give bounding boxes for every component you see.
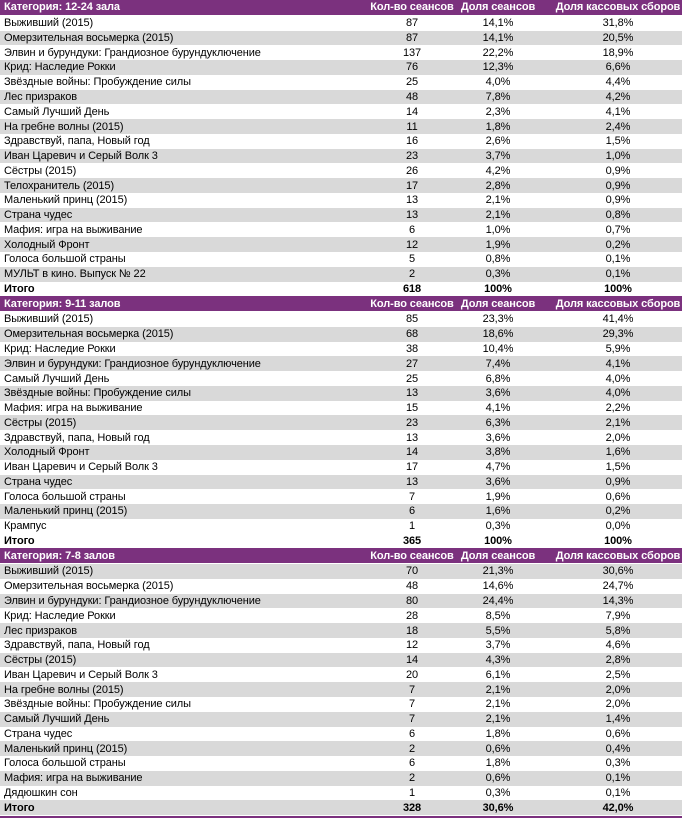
boxoffice-share-cell: 5,8% [605, 624, 631, 637]
movie-title-cell: Здравствуй, папа, Новый год [4, 135, 150, 148]
boxoffice-share-cell: 4,0% [605, 372, 631, 385]
sessions-share-cell: 0,3% [485, 520, 511, 533]
sessions-cell: 25 [405, 372, 419, 385]
boxoffice-share-cell: 2,1% [605, 416, 631, 429]
sessions-share-cell: 2,1% [485, 713, 511, 726]
category-header-row [0, 548, 682, 564]
boxoffice-share-cell: 0,9% [605, 179, 631, 192]
movie-title-cell: Крид: Наследие Рокки [4, 609, 116, 622]
boxoffice-share-cell: 4,0% [605, 387, 631, 400]
boxoffice-share-cell: 6,6% [605, 61, 631, 74]
table-row [0, 252, 682, 267]
sessions-share-cell: 14,1% [482, 17, 514, 30]
sessions-share-cell: 0,3% [485, 268, 511, 281]
sessions-share-cell: 0,6% [485, 742, 511, 755]
sessions-share-cell: 0,3% [485, 786, 511, 799]
sessions-share-cell: 3,8% [485, 446, 511, 459]
total-label: Итого [4, 282, 35, 295]
movie-title-cell: Лес призраков [4, 624, 77, 637]
boxoffice-share-cell: 41,4% [602, 313, 634, 326]
sessions-cell: 70 [405, 565, 419, 578]
total-sessions-share-cell: 30,6% [482, 801, 514, 814]
movie-title-cell: Сёстры (2015) [4, 164, 77, 177]
sessions-cell: 68 [405, 328, 419, 341]
table-row [0, 667, 682, 682]
table-row [0, 519, 682, 534]
boxoffice-share-cell: 1,6% [605, 446, 631, 459]
table-row [0, 727, 682, 742]
total-row [0, 282, 682, 297]
sessions-share-cell: 2,1% [485, 683, 511, 696]
sessions-cell: 13 [405, 475, 419, 488]
sessions-col-header: Кол-во сеансов [370, 1, 454, 14]
sessions-cell: 20 [405, 668, 419, 681]
boxoffice-share-cell: 0,9% [605, 194, 631, 207]
boxoffice-share-cell: 4,4% [605, 76, 631, 89]
sessions-cell: 1 [408, 786, 416, 799]
boxoffice-share-cell: 0,1% [605, 786, 631, 799]
sessions-cell: 48 [405, 580, 419, 593]
movie-title-cell: Крампус [4, 520, 47, 533]
sessions-cell: 23 [405, 150, 419, 163]
boxoffice-share-cell: 4,1% [605, 357, 631, 370]
movie-title-cell: Иван Царевич и Серый Волк 3 [4, 668, 158, 681]
table-row [0, 31, 682, 46]
table-row [0, 222, 682, 237]
sessions-cell: 2 [408, 268, 416, 281]
boxoffice-share-cell: 2,2% [605, 402, 631, 415]
boxoffice-share-cell: 0,1% [605, 268, 631, 281]
sessions-cell: 7 [408, 490, 416, 503]
sessions-cell: 80 [405, 595, 419, 607]
movie-title-cell: Страна чудес [4, 475, 73, 488]
movie-title-cell: Элвин и бурундуки: Грандиозное бурундуключение [4, 46, 261, 59]
movie-title-cell: Маленький принц (2015) [4, 742, 128, 755]
sessions-share-cell: 1,6% [485, 505, 511, 518]
sessions-cell: 11 [406, 120, 418, 133]
category-title: Категория: 12-24 зала [4, 1, 120, 14]
movie-title-cell: Выживший (2015) [4, 313, 94, 326]
table-row [0, 682, 682, 697]
movie-title-cell: На гребне волны (2015) [4, 683, 124, 696]
sessions-share-cell: 1,8% [485, 727, 511, 740]
table-row [0, 163, 682, 178]
sessions-cell: 12 [405, 238, 419, 251]
movie-title-cell: Здравствуй, папа, Новый год [4, 431, 150, 444]
movie-title-cell: Элвин и бурундуки: Грандиозное бурундуключение [4, 357, 261, 370]
boxoffice-share-cell: 18,9% [602, 46, 634, 59]
sessions-share-cell: 10,4% [482, 342, 514, 355]
movie-title-cell: Самый Лучший День [4, 713, 110, 726]
table-row [0, 401, 682, 416]
table-row [0, 60, 682, 75]
movie-title-cell: Звёздные войны: Пробуждение силы [4, 698, 191, 711]
total-boxoffice-share-cell: 100% [604, 282, 632, 295]
movie-title-cell: Телохранитель (2015) [4, 179, 115, 192]
sessions-share-cell: 1,8% [485, 120, 511, 133]
boxoffice-share-cell: 2,5% [605, 668, 631, 681]
sessions-cell: 15 [405, 402, 419, 415]
table-row [0, 327, 682, 342]
boxoffice-share-cell: 0,7% [605, 223, 631, 236]
sessions-share-cell: 1,9% [485, 238, 511, 251]
sessions-share-cell: 14,6% [482, 580, 514, 593]
sessions-share-cell: 1,8% [485, 757, 511, 770]
sessions-cell: 14 [405, 105, 419, 118]
boxoffice-share-cell: 2,0% [605, 431, 631, 444]
sessions-cell: 26 [405, 164, 419, 177]
table-row [0, 504, 682, 519]
sessions-share-cell: 4,2% [485, 164, 511, 177]
sessions-cell: 137 [402, 46, 422, 59]
sessions-share-cell: 1,9% [485, 490, 511, 503]
table-row [0, 712, 682, 727]
movie-title-cell: Мафия: игра на выживание [4, 223, 143, 236]
sessions-share-cell: 4,1% [485, 402, 511, 415]
boxoffice-share-col-header: Доля кассовых сборов [555, 1, 681, 14]
total-boxoffice-share-cell: 42,0% [602, 801, 634, 814]
total-row [0, 800, 682, 815]
sessions-cell: 13 [405, 209, 419, 222]
table-row [0, 193, 682, 208]
movie-title-cell: Голоса большой страны [4, 253, 126, 266]
sessions-share-cell: 6,8% [485, 372, 511, 385]
table-row [0, 786, 682, 801]
sessions-share-cell: 7,8% [485, 90, 511, 103]
boxoffice-share-cell: 1,4% [605, 713, 631, 726]
sessions-share-cell: 0,8% [485, 253, 511, 266]
movie-title-cell: Холодный Фронт [4, 446, 90, 459]
boxoffice-share-cell: 14,3% [602, 595, 634, 607]
sessions-share-cell: 21,3% [482, 565, 514, 578]
sessions-cell: 87 [405, 17, 419, 30]
sessions-cell: 14 [405, 446, 419, 459]
sessions-share-cell: 7,4% [485, 357, 511, 370]
boxoffice-share-cell: 0,6% [605, 490, 631, 503]
boxoffice-share-cell: 0,9% [605, 475, 631, 488]
sessions-cell: 27 [405, 357, 419, 370]
sessions-share-cell: 3,7% [485, 150, 511, 163]
boxoffice-share-cell: 0,0% [605, 520, 631, 533]
table-row [0, 386, 682, 401]
table-row [0, 475, 682, 490]
sessions-share-cell: 2,1% [485, 194, 511, 207]
total-sessions-cell: 618 [402, 282, 422, 295]
table-row [0, 741, 682, 756]
sessions-cell: 12 [405, 639, 419, 652]
sessions-share-col-header: Доля сеансов [460, 549, 536, 562]
table-row [0, 489, 682, 504]
table-row [0, 638, 682, 653]
boxoffice-share-cell: 0,8% [605, 209, 631, 222]
boxoffice-share-cell: 0,1% [605, 253, 631, 266]
boxoffice-share-cell: 2,4% [605, 120, 631, 133]
table-row [0, 445, 682, 460]
sessions-cell: 13 [405, 387, 419, 400]
table-row [0, 356, 682, 371]
movie-title-cell: Омерзительная восьмерка (2015) [4, 31, 174, 44]
sessions-cell: 6 [408, 223, 416, 236]
boxoffice-share-cell: 0,4% [605, 742, 631, 755]
table-row [0, 104, 682, 119]
movie-title-cell: Иван Царевич и Серый Волк 3 [4, 461, 158, 474]
sessions-cell: 1 [408, 520, 416, 533]
table-row [0, 579, 682, 594]
boxoffice-share-cell: 2,0% [605, 698, 631, 711]
boxoffice-share-cell: 1,5% [605, 135, 631, 148]
sessions-share-cell: 2,6% [485, 135, 511, 148]
movie-title-cell: Голоса большой страны [4, 757, 126, 770]
sessions-share-cell: 6,3% [485, 416, 511, 429]
movie-title-cell: Выживший (2015) [4, 17, 94, 30]
sessions-cell: 23 [405, 416, 419, 429]
movie-title-cell: Омерзительная восьмерка (2015) [4, 328, 174, 341]
movie-title-cell: Страна чудес [4, 209, 73, 222]
sessions-cell: 2 [408, 742, 416, 755]
movie-title-cell: На гребне волны (2015) [4, 120, 124, 133]
boxoffice-share-cell: 4,1% [605, 105, 631, 118]
sessions-share-cell: 3,6% [485, 431, 511, 444]
total-row [0, 534, 682, 549]
table-row [0, 90, 682, 105]
sessions-share-cell: 5,5% [485, 624, 511, 637]
category-header-row [0, 0, 682, 16]
sessions-share-cell: 23,3% [482, 313, 514, 326]
boxoffice-share-cell: 1,0% [605, 150, 631, 163]
boxoffice-share-col-header: Доля кассовых сборов [555, 297, 681, 310]
movie-title-cell: Сёстры (2015) [4, 654, 77, 667]
sessions-cell: 76 [405, 61, 419, 74]
boxoffice-share-cell: 24,7% [602, 580, 634, 593]
sessions-cell: 38 [405, 342, 419, 355]
movie-title-cell: Выживший (2015) [4, 565, 94, 578]
total-sessions-share-cell: 100% [484, 534, 512, 547]
sessions-share-cell: 2,8% [485, 179, 511, 192]
sessions-share-cell: 2,1% [485, 698, 511, 711]
table-row [0, 134, 682, 149]
movie-title-cell: Страна чудес [4, 727, 73, 740]
boxoffice-share-cell: 0,3% [605, 757, 631, 770]
table-row [0, 312, 682, 327]
category-title: Категория: 7-8 залов [4, 549, 115, 562]
sessions-share-cell: 2,3% [485, 105, 511, 118]
boxoffice-share-cell: 4,6% [605, 639, 631, 652]
table-row [0, 208, 682, 223]
movie-title-cell: Звёздные войны: Пробуждение силы [4, 76, 191, 89]
movie-title-cell: Самый Лучший День [4, 105, 110, 118]
sessions-share-cell: 3,6% [485, 387, 511, 400]
total-sessions-share-cell: 100% [484, 282, 512, 295]
sessions-share-cell: 4,0% [485, 76, 511, 89]
movie-title-cell: Звёздные войны: Пробуждение силы [4, 387, 191, 400]
sessions-cell: 7 [408, 698, 416, 711]
table-row [0, 623, 682, 638]
boxoffice-share-cell: 29,3% [602, 328, 634, 341]
movie-title-cell: Дядюшкин сон [4, 786, 78, 799]
movie-title-cell: Иван Царевич и Серый Волк 3 [4, 150, 158, 163]
sessions-col-header: Кол-во сеансов [370, 297, 454, 310]
table-row [0, 119, 682, 134]
table-row [0, 430, 682, 445]
boxoffice-share-cell: 30,6% [602, 565, 634, 578]
movie-title-cell: Крид: Наследие Рокки [4, 342, 116, 355]
sessions-cell: 6 [408, 505, 416, 518]
movie-title-cell: МУЛЬТ в кино. Выпуск № 22 [4, 268, 146, 281]
movie-title-cell: Лес призраков [4, 90, 77, 103]
movie-title-cell: Холодный Фронт [4, 238, 90, 251]
movie-title-cell: Мафия: игра на выживание [4, 772, 143, 785]
movie-title-cell: Элвин и бурундуки: Грандиозное бурундуключение [4, 595, 261, 607]
sessions-cell: 13 [405, 431, 419, 444]
movie-title-cell: Здравствуй, папа, Новый год [4, 639, 150, 652]
sessions-share-cell: 4,7% [485, 461, 511, 474]
sessions-share-cell: 22,2% [482, 46, 514, 59]
category-title: Категория: 9-11 залов [4, 297, 121, 310]
table-row [0, 371, 682, 386]
category-header-row [0, 296, 682, 312]
sessions-share-cell: 18,6% [482, 328, 514, 341]
table-row [0, 564, 682, 579]
sessions-cell: 2 [408, 772, 416, 785]
table-row [0, 45, 682, 60]
boxoffice-share-cell: 0,9% [605, 164, 631, 177]
sessions-cell: 5 [408, 253, 416, 266]
sessions-cell: 18 [405, 624, 419, 637]
total-boxoffice-share-cell: 100% [604, 534, 632, 547]
table-row [0, 771, 682, 786]
table-row [0, 267, 682, 282]
boxoffice-share-cell: 0,1% [605, 772, 631, 785]
total-label: Итого [4, 801, 35, 814]
sessions-share-cell: 4,3% [485, 654, 511, 667]
table-row [0, 342, 682, 357]
table-row [0, 756, 682, 771]
table-row [0, 460, 682, 475]
table-row [0, 608, 682, 623]
sessions-cell: 17 [405, 461, 419, 474]
boxoffice-share-cell: 7,9% [605, 609, 631, 622]
movie-title-cell: Голоса большой страны [4, 490, 126, 503]
table-row [0, 237, 682, 252]
sessions-col-header: Кол-во сеансов [370, 549, 454, 562]
movie-title-cell: Мафия: игра на выживание [4, 402, 143, 415]
movie-title-cell: Маленький принц (2015) [4, 194, 128, 207]
sessions-cell: 13 [405, 194, 419, 207]
sessions-cell: 7 [408, 683, 416, 696]
sessions-cell: 28 [405, 609, 419, 622]
table-row [0, 178, 682, 193]
sessions-share-cell: 12,3% [482, 61, 514, 74]
movie-title-cell: Маленький принц (2015) [4, 505, 128, 518]
boxoffice-share-cell: 20,5% [602, 31, 634, 44]
total-sessions-cell: 328 [402, 801, 422, 814]
sessions-cell: 48 [405, 90, 419, 103]
sessions-cell: 14 [405, 654, 419, 667]
movie-title-cell: Самый Лучший День [4, 372, 110, 385]
movie-title-cell: Омерзительная восьмерка (2015) [4, 580, 174, 593]
sessions-share-cell: 0,6% [485, 772, 511, 785]
boxoffice-share-cell: 1,5% [605, 461, 631, 474]
table-row [0, 149, 682, 164]
sessions-share-cell: 14,1% [482, 31, 514, 44]
movie-title-cell: Сёстры (2015) [4, 416, 77, 429]
sessions-cell: 16 [405, 135, 419, 148]
table-row [0, 16, 682, 31]
sessions-cell: 17 [405, 179, 419, 192]
boxoffice-share-cell: 0,2% [605, 505, 631, 518]
sessions-share-cell: 24,4% [482, 595, 514, 607]
sessions-share-cell: 1,0% [485, 223, 511, 236]
sessions-share-cell: 3,6% [485, 475, 511, 488]
boxoffice-share-col-header: Доля кассовых сборов [555, 549, 681, 562]
sessions-cell: 85 [405, 313, 419, 326]
total-label: Итого [4, 534, 35, 547]
table-row [0, 75, 682, 90]
sessions-cell: 25 [405, 76, 419, 89]
table-row [0, 653, 682, 668]
sessions-share-col-header: Доля сеансов [460, 1, 536, 14]
table-row [0, 415, 682, 430]
sessions-cell: 6 [408, 727, 416, 740]
boxoffice-share-cell: 2,0% [605, 683, 631, 696]
table-row [0, 594, 682, 609]
sessions-share-cell: 2,1% [485, 209, 511, 222]
sessions-share-cell: 8,5% [485, 609, 511, 622]
sessions-share-cell: 3,7% [485, 639, 511, 652]
sessions-cell: 87 [405, 31, 419, 44]
sessions-share-col-header: Доля сеансов [460, 297, 536, 310]
boxoffice-share-cell: 5,9% [605, 342, 631, 355]
table-row [0, 697, 682, 712]
boxoffice-share-cell: 31,8% [602, 17, 634, 30]
boxoffice-share-cell: 4,2% [605, 90, 631, 103]
boxoffice-share-cell: 2,8% [605, 654, 631, 667]
boxoffice-share-cell: 0,2% [605, 238, 631, 251]
sessions-cell: 6 [408, 757, 416, 770]
boxoffice-share-cell: 0,6% [605, 727, 631, 740]
sessions-cell: 7 [408, 713, 416, 726]
movie-title-cell: Крид: Наследие Рокки [4, 61, 116, 74]
total-sessions-cell: 365 [402, 534, 422, 547]
sessions-share-cell: 6,1% [485, 668, 511, 681]
